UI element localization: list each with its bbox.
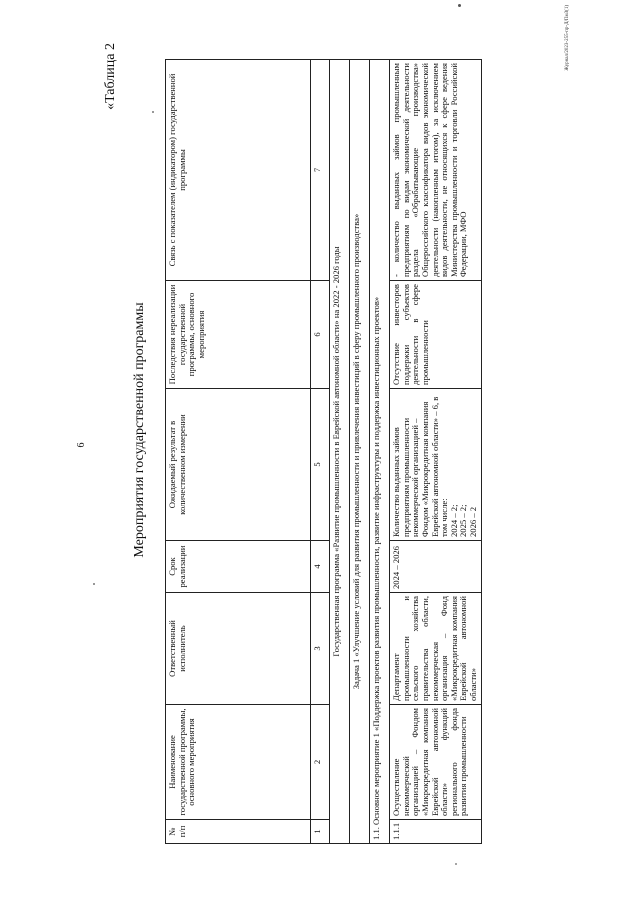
scan-speck [455,863,457,865]
column-number: 2 [311,705,330,820]
row-name: Осуществление некоммерческой организацией – Фондом «Микрокредитная компания Еврейской автономной области» функций регионального фонда развития промышленности [390,705,482,820]
header-cell: Ответственный исполнитель [166,593,311,705]
table-header-row [166,60,311,844]
column-number: 3 [311,593,330,705]
row-indicator-link: - количество выданных займов промышленным предприятиям по видам экономической деятельности раздела «Обрабатывающие производства» Общероссийского классификатора видов экономической деятельности (накопленным итогом), за исключением видов деятельности, не относящихся к сфере ведения Министерства промышленности и торговли Российской Федерации, МФО [390,60,482,281]
header-cell: Срок реализации [166,541,311,593]
header-cell: Ожидаемый результат в количественном измерении [166,389,311,541]
scan-speck [458,4,461,7]
header-cell: Последствия нереализации государственной программы, основного мероприятия [166,281,311,389]
row-number: 1.1.1 [390,820,482,844]
measure-title-cell: 1.1. Основное мероприятие 1 «Поддержка проектов развития промышленности, развитие инфраструктуры и поддержка инвестиционных проектов» [370,60,390,844]
column-number-row [311,60,330,844]
column-number: 7 [311,60,330,281]
row-term: 2024 – 2026 [390,541,482,593]
scan-speck [93,583,95,585]
column-number: 4 [311,541,330,593]
table-label: «Таблица 2 [103,43,118,110]
header-cell: Связь с показателем (индикатором) государственной программы [166,60,311,281]
table-row [390,60,482,844]
program-row [330,60,350,844]
task-title-cell: Задача 1 «Улучшение условий для развития промышленности и привлечения инвестиций в сферу промышленного производства» [350,60,370,844]
header-cell: Наименование государственной программы, основного мероприятия [166,705,311,820]
task-row [350,60,370,844]
footer-reference: Журнал/2023-255-пр-Д/ПмЗ(1) [565,5,570,71]
column-number: 6 [311,281,330,389]
measures-table [165,59,482,844]
row-result: Количество выданных займов предприятиям промышленности некоммерческой организацией – Фондом «Микрокредитная компания Еврейской автономной области» – 6, в том числе: 2024 – 2; 2025 – 2; 2026 – 2 [390,389,482,541]
program-title-cell: Государственная программа «Развитие промышленности в Еврейской автономной области» на 2022 - 2026 годы [330,60,350,844]
column-number: 5 [311,389,330,541]
row-consequence: Отсутствие инвесторов поддержки субъектов деятельности в сфере промышленности [390,281,482,389]
row-executor: Департамент промышленности и сельского хозяйства правительства области, некоммерческая организация – Фонд «Микрокредитная компания Еврейской автономной области» [390,593,482,705]
page-title: Мероприятия государственной программы [132,302,147,558]
header-cell: № п/п [166,820,311,844]
page-number: 6 [76,442,87,448]
scan-speck [152,111,154,113]
measure-row [370,60,390,844]
column-number: 1 [311,820,330,844]
